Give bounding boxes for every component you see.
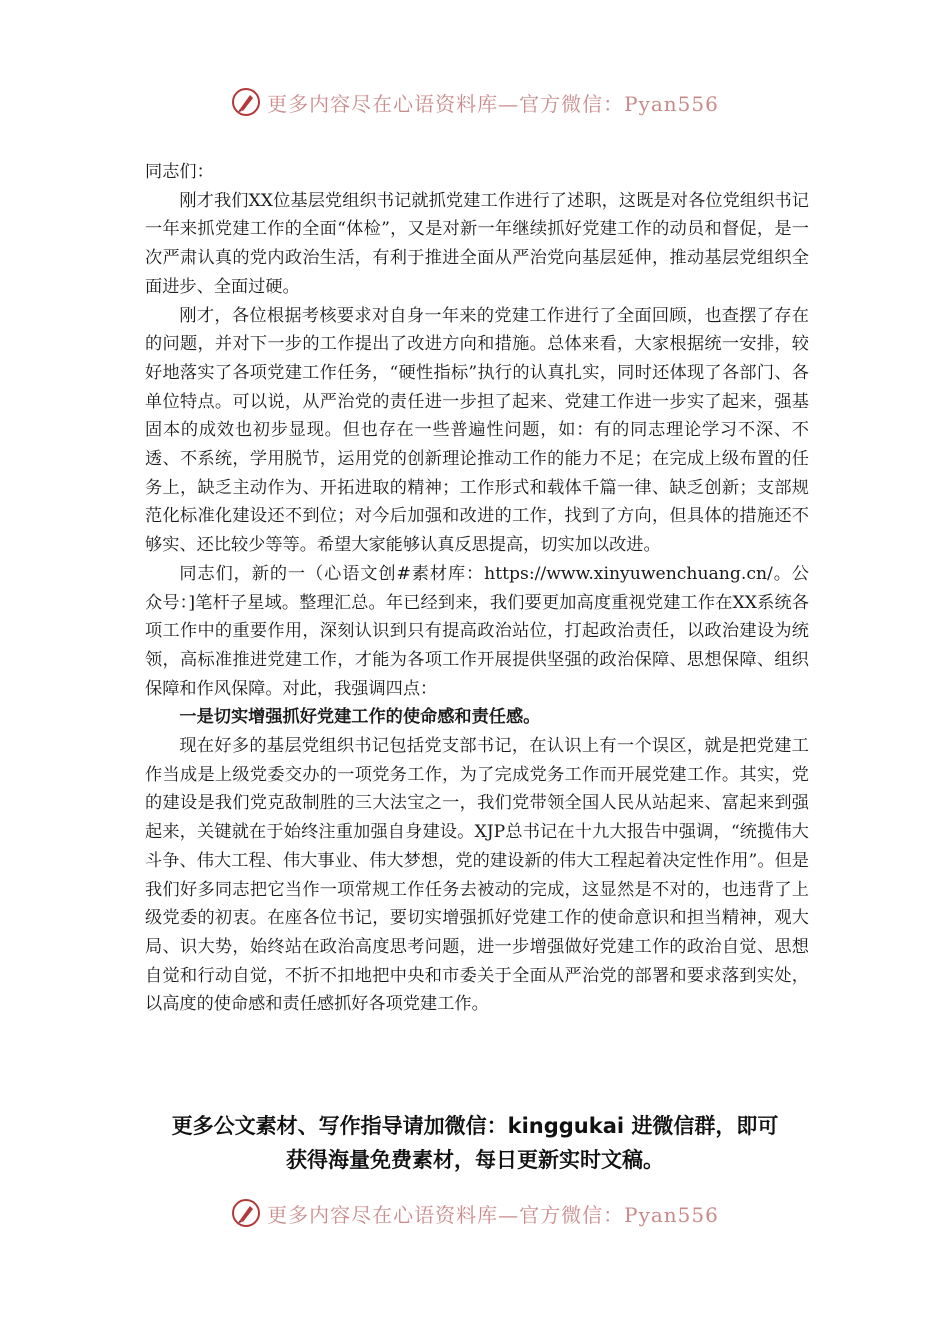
pen-nib-logo-icon (231, 1198, 261, 1228)
paragraph: 现在好多的基层党组织书记包括党支部书记，在认识上有一个误区，就是把党建工作当成是上级党委交办的一项党务工作，为了完成党务工作而开展党建工作。其实，党的建设是我们党克敌制胜的三大法宝之一，我们党带领全国人民从站起来、富起来到强起来，关键就在于始终注重加强自身建设。XJP总书记在十九大报告中强调，“统揽伟大斗争、伟大工程、伟大事业、伟大梦想，党的建设新的伟大工程起着决定性作用”。但是我们好多同志把它当作一项常规工作任务去被动的完成，这显然是不对的，也违背了上级党委的初衷。在座各位书记，要切实增强抓好党建工作的使命意识和担当精神，观大局、识大势，始终站在政治高度思考问题，进一步增强做好党建工作的政治自觉、思想自觉和行动自觉，不折不扣地把中央和市委关于全面从严治党的部署和要求落到实处，以高度的使命感和责任感抓好各项党建工作。 (145, 736, 809, 1015)
paragraph: 刚才我们XX位基层党组织书记就抓党建工作进行了述职，这既是对各位党组织书记一年来抓党建工作的全面“体检”，又是对新一年继续抓好党建工作的动员和督促，是一次严肃认真的党内政治生活，有利于推进全面从严治党向基层延伸，推动基层党组织全面进步、全面过硬。 (145, 190, 809, 297)
paragraph: 同志们，新的一（心语文创#素材库：https://www.xinyuwenchuang.cn/。公众号：]笔杆子星域。整理汇总。年已经到来，我们要更加高度重视党建工作在XX系统各项工作中的重要作用，深刻认识到只有提高政治站位，打起政治责任，以政治建设为统领，高标准推进党建工作，才能为各项工作开展提供坚强的政治保障、思想保障、组织保障和作风保障。对此，我强调四点： (145, 563, 809, 699)
footer-banner (0, 1193, 950, 1233)
pen-nib-logo-icon (231, 87, 261, 117)
promo-line: 获得海量免费素材，每日更新实时文稿。 (286, 1148, 664, 1172)
section-heading: 一是切实增强抓好党建工作的使命感和责任感。 (179, 707, 541, 728)
promo-line: 更多公文素材、写作指导请加微信：kinggukai 进微信群，即可 (171, 1114, 779, 1138)
header-banner (0, 82, 950, 122)
promo-notice (0, 1109, 950, 1177)
paragraph: 刚才，各位根据考核要求对自身一年来的党建工作进行了全面回顾，也查摆了存在的问题，并对下一步的工作提出了改进方向和措施。总体来看，大家根据统一安排，较好地落实了各项党建工作任务，“硬性指标”执行的认真扎实，同时还体现了各部门、各单位特点。可以说，从严治党的责任进一步担了起来、党建工作进一步实了起来，强基固本的成效也初步显现。但也存在一些普遍性问题，如：有的同志理论学习不深、不透、不系统，学用脱节，运用党的创新理论推动工作的能力不足；在完成上级布置的任务上，缺乏主动作为、开拓进取的精神；工作形式和载体千篇一律、缺乏创新；支部规范化标准化建设还不到位；对今后加强和改进的工作，找到了方向，但具体的措施还不够实、还比较少等等。希望大家能够认真反思提高，切实加以改进。 (145, 305, 809, 556)
document-body (145, 158, 809, 1019)
header-banner-text: 更多内容尽在心语资料库—官方微信：Pyan556 (267, 91, 719, 116)
salutation: 同志们： (145, 162, 214, 182)
footer-banner-text: 更多内容尽在心语资料库—官方微信：Pyan556 (267, 1202, 719, 1227)
